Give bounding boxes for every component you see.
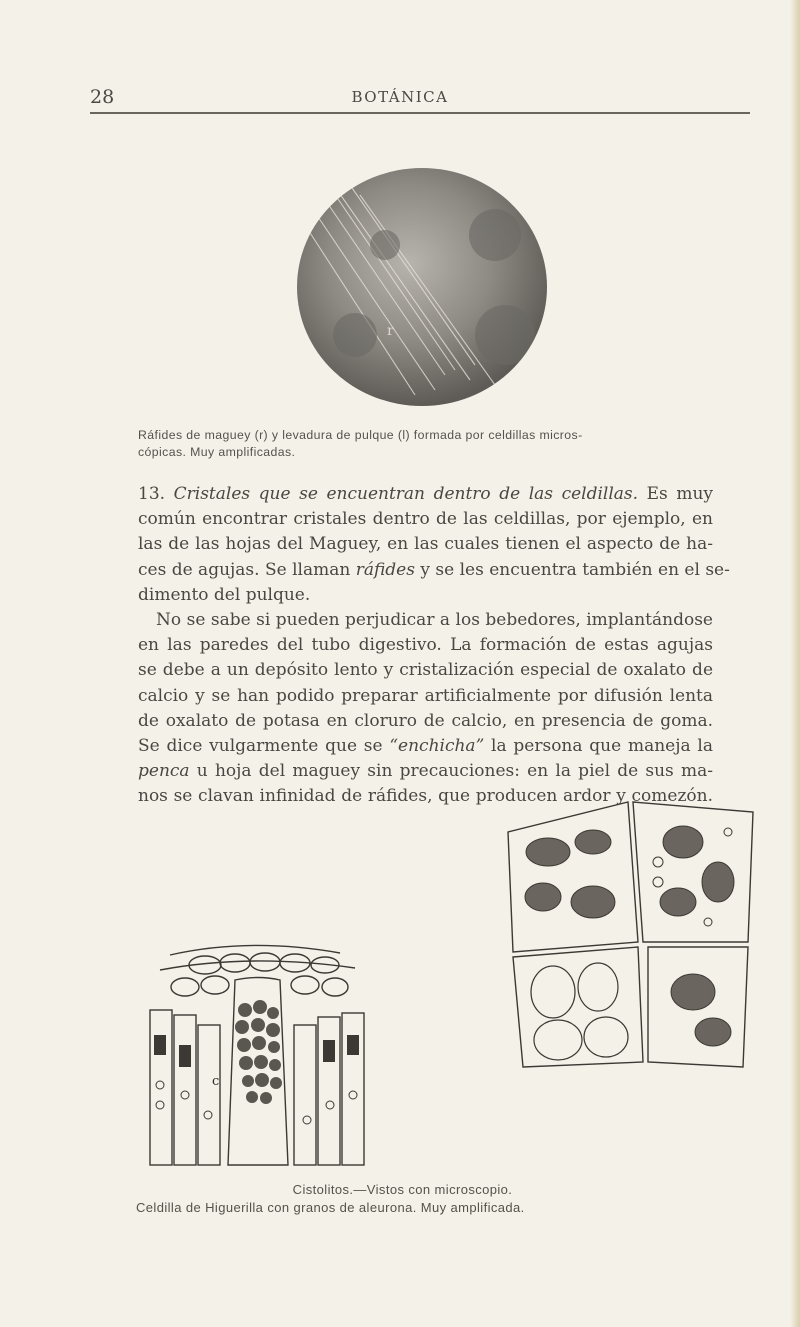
- text-segment: ces de agujas. Se llaman: [138, 559, 356, 580]
- figure-1-caption-line: Ráfides de maguey (r) y levadura de pulque (l) formada por celdillas micros-: [138, 428, 583, 442]
- drawing-label-c: c: [212, 1074, 220, 1089]
- drawing-cells-top: [498, 792, 760, 1074]
- page-edge-shadow: [790, 0, 800, 1327]
- section-13-text: [138, 482, 730, 809]
- micrograph-rafides-levadura: [295, 165, 550, 415]
- text-line: [138, 558, 730, 583]
- text-line: calcio y se han podido preparar artificialmente por difusión lenta: [138, 685, 713, 706]
- text-line: [138, 734, 713, 759]
- text-segment: la persona que maneja la: [484, 735, 713, 756]
- text-line: [138, 482, 713, 507]
- text-line: de oxalato de potasa en cloruro de calcio, en presencia de goma.: [138, 710, 713, 731]
- section-title: Cristales que se encuentran dentro de las celdillas.: [173, 484, 639, 504]
- page-header: [90, 86, 710, 110]
- page-number: 28: [90, 86, 115, 108]
- text-line: común encontrar cristales dentro de las celdillas, por ejemplo, en: [138, 509, 713, 530]
- text-line: nos se clavan infinidad de ráfides, que producen ardor y comezón.: [138, 786, 713, 807]
- figure-1-caption-line: cópicas. Muy amplificadas.: [138, 445, 296, 459]
- term-penca: penca: [138, 761, 190, 782]
- text-segment: y se les encuentra también en el se-: [414, 559, 730, 580]
- figure-1-caption: [138, 427, 713, 461]
- figure-2-caption-line: Celdilla de Higuerilla con granos de aleurona. Muy amplificada.: [136, 1200, 525, 1215]
- text-line: No se sabe si pueden perjudicar a los bebedores, implantándose: [156, 609, 713, 630]
- text-line: dimento del pulque.: [138, 584, 311, 605]
- term-rafides: ráfides: [355, 559, 415, 580]
- drawing-cistolitos: [140, 935, 375, 1170]
- figure-2-caption-line: Cistolitos.—Vistos con microscopio.: [292, 1182, 513, 1197]
- micrograph-label-r: r: [387, 323, 394, 339]
- text-line: en las paredes del tubo digestivo. La formación de estas agujas: [138, 635, 713, 656]
- term-enchicha: “enchicha”: [389, 735, 485, 756]
- header-rule: [90, 112, 750, 114]
- text-segment: Se dice vulgarmente que se: [138, 735, 390, 756]
- text-segment: u hoja del maguey sin precauciones: en la piel de sus ma-: [189, 761, 713, 782]
- section-number: 13.: [138, 484, 166, 504]
- running-head: BOTÁNICA: [351, 88, 449, 106]
- text-segment: Es muy: [646, 484, 714, 504]
- text-line: se debe a un depósito lento y cristalización especial de oxalato de: [138, 660, 713, 681]
- text-line: las de las hojas del Maguey, en las cuales tienen el aspecto de ha-: [138, 534, 713, 555]
- text-line: [138, 759, 713, 784]
